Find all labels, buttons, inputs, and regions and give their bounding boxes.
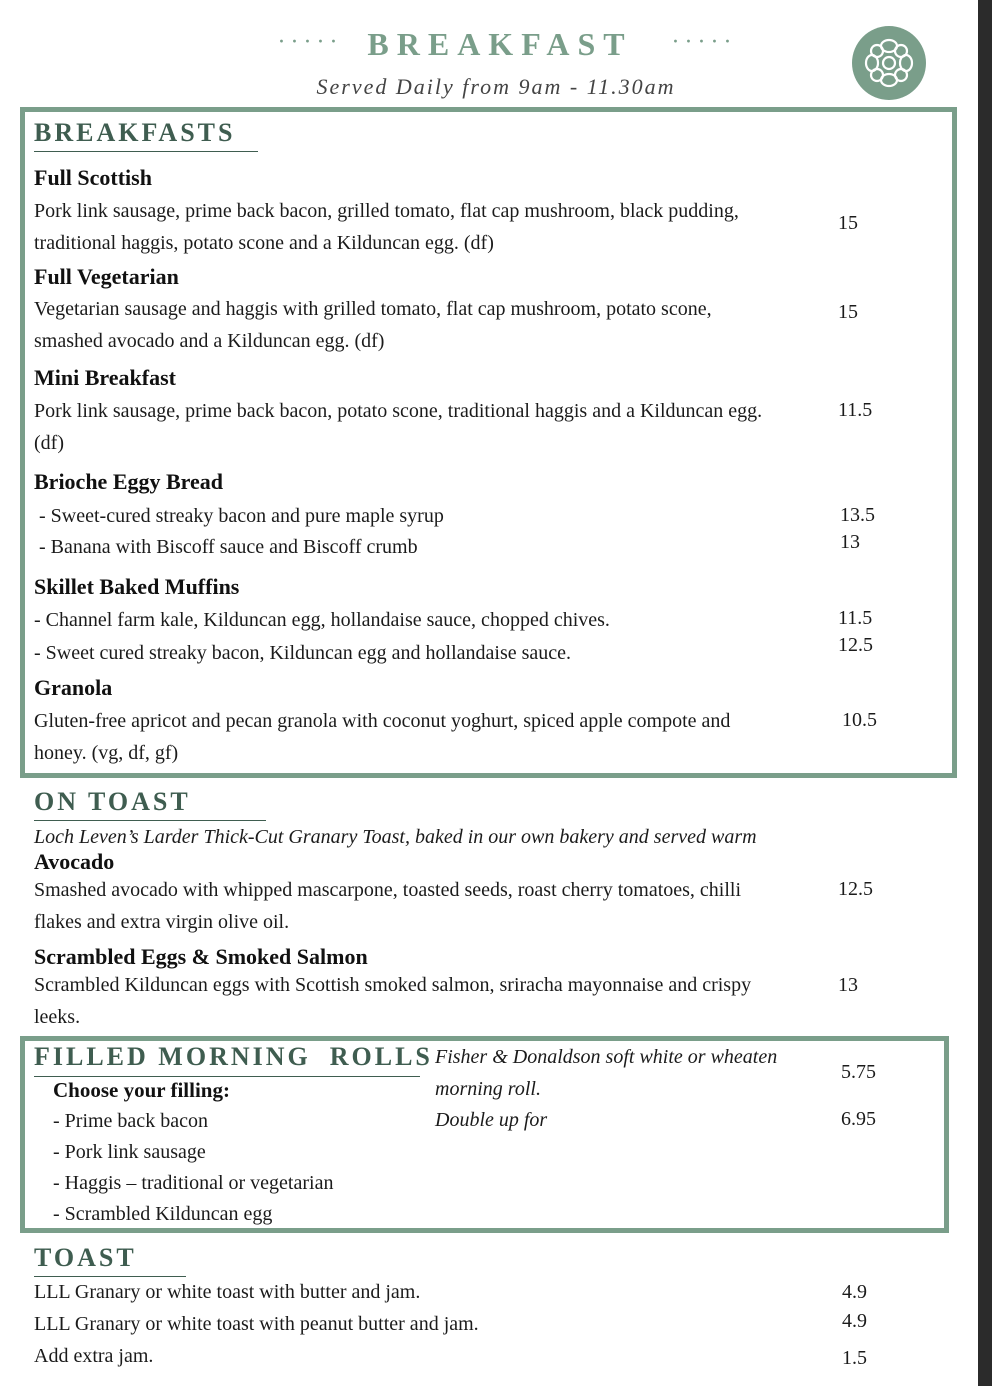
item-scrambled-eggs-salmon-price: 13	[838, 974, 858, 996]
roll-description-2: morning roll.	[435, 1078, 541, 1100]
item-mini-breakfast-desc-2: (df)	[34, 432, 64, 454]
toast-item-1: LLL Granary or white toast with butter and jam.	[34, 1281, 421, 1303]
toast-item-3: Add extra jam.	[34, 1345, 154, 1367]
roll-price: 5.75	[841, 1061, 876, 1083]
item-skillet-option-1-price: 11.5	[838, 607, 873, 629]
item-brioche-option-1-price: 13.5	[840, 504, 875, 526]
breakfasts-heading: BREAKFASTS	[34, 118, 236, 147]
item-full-scottish-desc-2: traditional haggis, potato scone and a Kilduncan egg. (df)	[34, 232, 494, 254]
item-full-vegetarian-price: 15	[838, 301, 858, 323]
double-up-price: 6.95	[841, 1108, 876, 1130]
double-up-label: Double up for	[435, 1109, 548, 1131]
filling-option-4: - Scrambled Kilduncan egg	[53, 1203, 273, 1225]
filling-option-2: - Pork link sausage	[53, 1141, 206, 1163]
rolls-choose-label: Choose your filling:	[53, 1078, 230, 1102]
item-brioche-option-2-price: 13	[840, 531, 860, 553]
rolls-heading: FILLED MORNING ROLLS	[34, 1042, 433, 1071]
item-scrambled-eggs-salmon-name: Scrambled Eggs & Smoked Salmon	[34, 944, 368, 969]
page-title: BREAKFAST	[367, 26, 633, 62]
breakfasts-heading-rule	[34, 151, 258, 152]
item-mini-breakfast-price: 11.5	[838, 399, 873, 421]
item-full-vegetarian-desc-1: Vegetarian sausage and haggis with grilled tomato, flat cap mushroom, potato scone,	[34, 298, 712, 320]
item-avocado-desc-2: flakes and extra virgin olive oil.	[34, 911, 290, 933]
item-scrambled-eggs-salmon-desc-2: leeks.	[34, 1006, 81, 1028]
on-toast-intro: Loch Leven’s Larder Thick-Cut Granary Toast, baked in our own bakery and served warm	[34, 826, 757, 848]
item-full-scottish-desc-1: Pork link sausage, prime back bacon, grilled tomato, flat cap mushroom, black pudding,	[34, 200, 739, 222]
item-brioche-eggy-bread-name: Brioche Eggy Bread	[34, 469, 224, 494]
item-skillet-option-1: - Channel farm kale, Kilduncan egg, hollandaise sauce, chopped chives.	[34, 609, 610, 631]
toast-item-2-price: 4.9	[842, 1310, 867, 1332]
page-subtitle: Served Daily from 9am - 11.30am	[316, 74, 676, 99]
item-mini-breakfast-desc-1: Pork link sausage, prime back bacon, potato scone, traditional haggis and a Kilduncan egg.	[34, 400, 763, 422]
item-brioche-option-1: - Sweet-cured streaky bacon and pure maple syrup	[34, 505, 444, 527]
item-avocado-price: 12.5	[838, 878, 873, 900]
filling-option-3: - Haggis – traditional or vegetarian	[53, 1172, 334, 1194]
roll-description-1: Fisher & Donaldson soft white or wheaten	[435, 1046, 778, 1068]
item-avocado-desc-1: Smashed avocado with whipped mascarpone, toasted seeds, roast cherry tomatoes, chilli	[34, 879, 742, 901]
header-dots-left: ·····	[278, 30, 343, 55]
item-scrambled-eggs-salmon-desc-1: Scrambled Kilduncan eggs with Scottish smoked salmon, sriracha mayonnaise and crispy	[34, 974, 752, 996]
toast-item-1-price: 4.9	[842, 1281, 867, 1303]
item-skillet-baked-muffins-name: Skillet Baked Muffins	[34, 574, 240, 599]
item-mini-breakfast-name: Mini Breakfast	[34, 365, 176, 390]
item-brioche-option-2: - Banana with Biscoff sauce and Biscoff crumb	[34, 536, 418, 558]
header-dots-right: ·····	[672, 30, 737, 55]
item-skillet-option-2: - Sweet cured streaky bacon, Kilduncan egg and hollandaise sauce.	[34, 642, 572, 664]
toast-item-3-price: 1.5	[842, 1347, 867, 1369]
toast-heading: TOAST	[34, 1243, 137, 1272]
item-granola-desc-1: Gluten-free apricot and pecan granola with coconut yoghurt, spiced apple compote and	[34, 710, 731, 732]
page-edge-bar	[978, 0, 992, 1386]
filling-option-1: - Prime back bacon	[53, 1110, 208, 1132]
item-full-scottish-name: Full Scottish	[34, 165, 152, 190]
item-full-vegetarian-name: Full Vegetarian	[34, 264, 179, 289]
item-skillet-option-2-price: 12.5	[838, 634, 873, 656]
toast-item-2: LLL Granary or white toast with peanut butter and jam.	[34, 1313, 479, 1335]
item-full-vegetarian-desc-2: smashed avocado and a Kilduncan egg. (df)	[34, 330, 385, 352]
item-full-scottish-price: 15	[838, 212, 858, 234]
item-avocado-name: Avocado	[34, 849, 115, 874]
item-granola-name: Granola	[34, 675, 113, 700]
on-toast-heading: ON TOAST	[34, 787, 191, 816]
flower-emblem-icon	[852, 26, 926, 100]
item-granola-price: 10.5	[842, 709, 877, 731]
item-granola-desc-2: honey. (vg, df, gf)	[34, 742, 179, 764]
